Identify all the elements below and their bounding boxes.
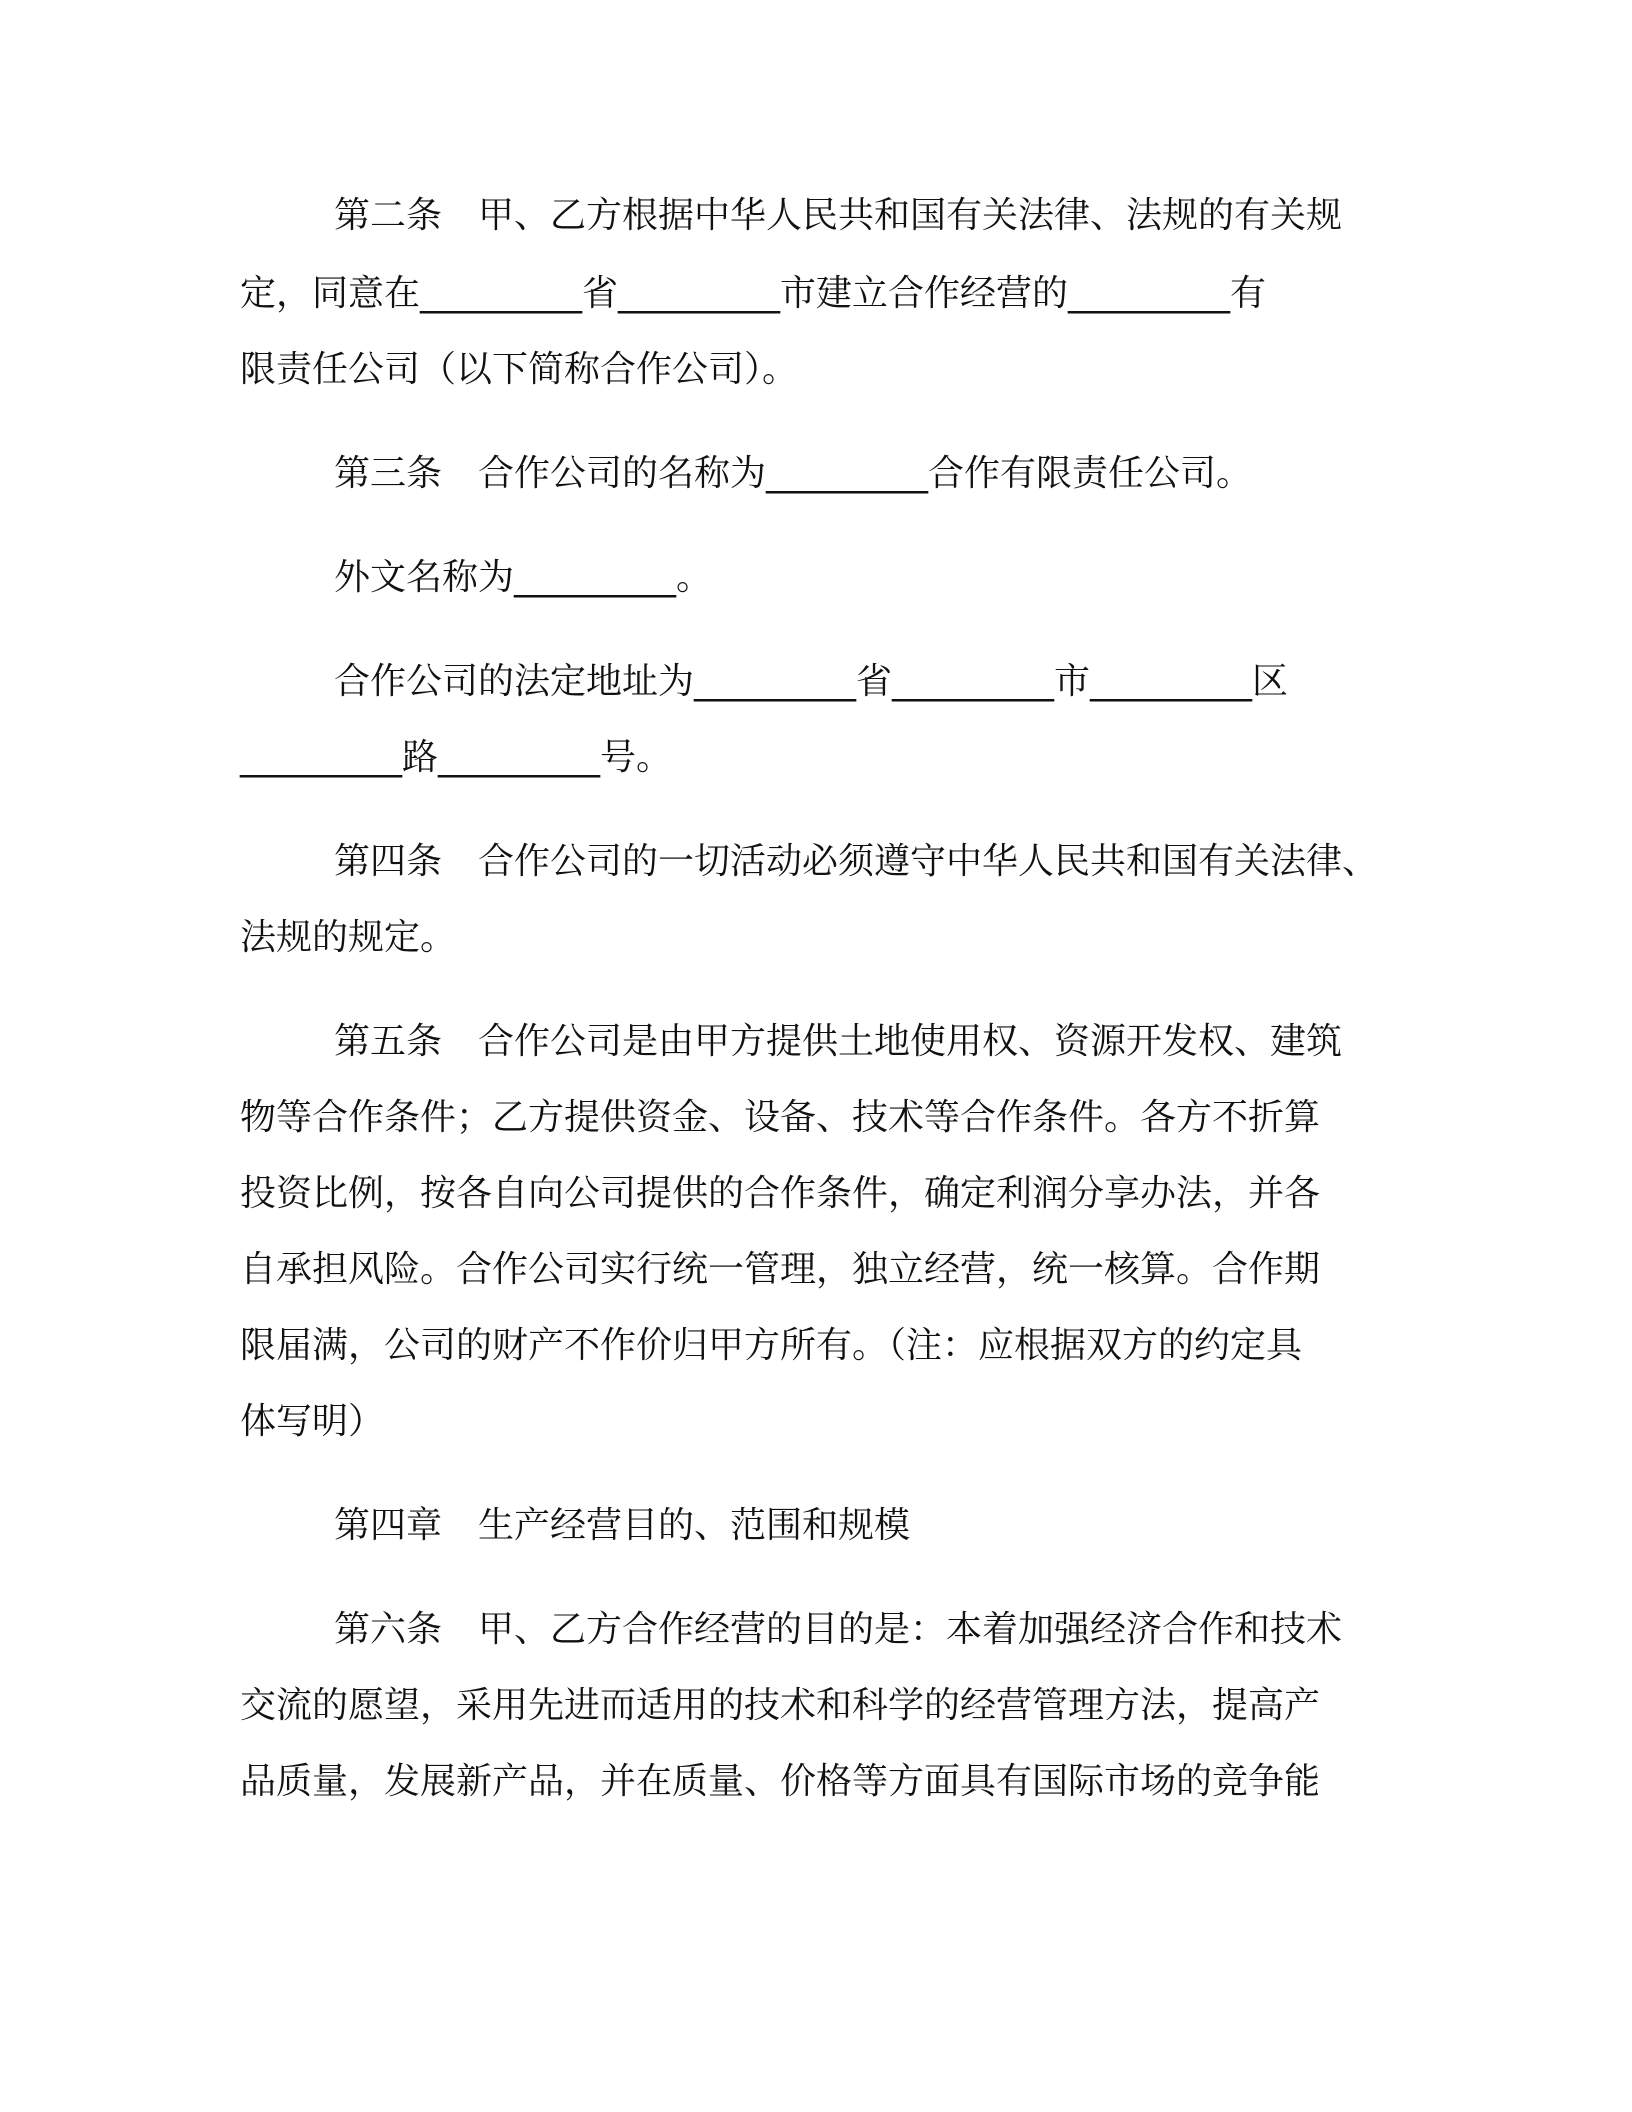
article-2-line-3: 限责任公司（以下简称合作公司）。 [240, 349, 799, 390]
article-5-line-3: 投资比例，按各自向公司提供的合作条件，确定利润分享办法，并各 [240, 1173, 1321, 1214]
article-6-line-3: 品质量，发展新产品，并在质量、价格等方面具有国际市场的竞争能 [240, 1761, 1321, 1802]
article-5-line-4: 自承担风险。合作公司实行统一管理，独立经营，统一核算。合作期 [240, 1249, 1321, 1290]
article-2-line-2: 定，同意在_________省_________市建立合作经营的_________有 [240, 273, 1267, 314]
article-3-line-1: 第三条 合作公司的名称为_________合作有限责任公司。 [334, 453, 1253, 494]
article-6-line-2: 交流的愿望，采用先进而适用的技术和科学的经营管理方法，提高产 [240, 1685, 1321, 1726]
article-5-line-1: 第五条 合作公司是由甲方提供土地使用权、资源开发权、建筑 [334, 1021, 1343, 1062]
article-2-line-1: 第二条 甲、乙方根据中华人民共和国有关法律、法规的有关规 [334, 195, 1343, 236]
article-4-line-2: 法规的规定。 [240, 917, 457, 958]
legal-address-line-1: 合作公司的法定地址为_________省_________市_________区 [334, 661, 1289, 702]
article-5-line-6: 体写明） [240, 1401, 385, 1442]
chapter-4-heading: 第四章 生产经营目的、范围和规模 [334, 1505, 911, 1546]
article-4-line-1: 第四条 合作公司的一切活动必须遵守中华人民共和国有关法律、 [334, 841, 1379, 882]
legal-address-line-2: _________路_________号。 [240, 737, 673, 778]
foreign-name-line: 外文名称为_________。 [334, 557, 713, 598]
article-5-line-5: 限届满，公司的财产不作价归甲方所有。（注：应根据双方的约定具 [240, 1325, 1303, 1366]
article-6-line-1: 第六条 甲、乙方合作经营的目的是：本着加强经济合作和技术 [334, 1609, 1343, 1650]
article-5-line-2: 物等合作条件；乙方提供资金、设备、技术等合作条件。各方不折算 [240, 1097, 1321, 1138]
